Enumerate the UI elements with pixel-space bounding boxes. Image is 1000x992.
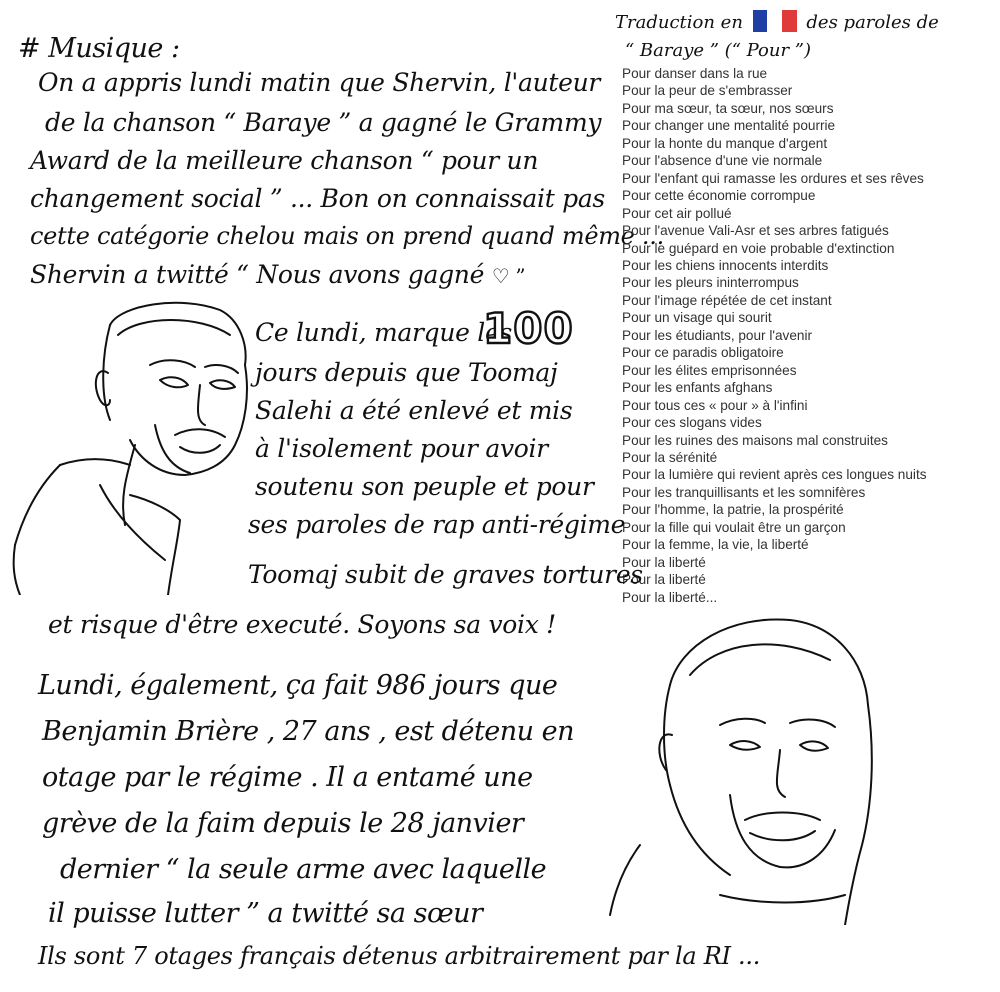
lyric-line: Pour la liberté bbox=[622, 554, 706, 570]
lyrics-title-part1: Traduction en bbox=[615, 12, 743, 33]
benjamin-line-3: otage par le régime . Il a entamé une bbox=[42, 762, 533, 793]
lyric-line: Pour tous ces « pour » à l'infini bbox=[622, 397, 808, 413]
toomaj-line-3: Salehi a été enlevé et mis bbox=[255, 396, 573, 425]
lyric-line: Pour l'image répétée de cet instant bbox=[622, 292, 832, 308]
lyric-line: Pour un visage qui sourit bbox=[622, 310, 772, 326]
benjamin-line-4: grève de la faim depuis le 28 janvier bbox=[42, 808, 524, 839]
toomaj-line-7: Toomaj subit de graves tortures bbox=[248, 560, 643, 589]
benjamin-line-1: Lundi, également, ça fait 986 jours que bbox=[38, 670, 558, 701]
flag-blue-stripe bbox=[753, 10, 768, 32]
intro-line-5: cette catégorie chelou mais on prend quand même ... bbox=[30, 222, 664, 250]
lyric-line: Pour les pleurs ininterrompus bbox=[622, 275, 799, 291]
benjamin-line-5: dernier “ la seule arme avec laquelle bbox=[60, 854, 547, 885]
benjamin-line-7: Ils sont 7 otages français détenus arbitrairement par la RI ... bbox=[38, 942, 761, 970]
toomaj-line-5: soutenu son peuple et pour bbox=[255, 472, 594, 501]
lyrics-list bbox=[622, 65, 927, 606]
lyric-line: Pour l'homme, la patrie, la prospérité bbox=[622, 502, 844, 518]
toomaj-line-4: à l'isolement pour avoir bbox=[255, 434, 548, 463]
lyric-line: Pour l'absence d'une vie normale bbox=[622, 153, 823, 169]
lyric-line: Pour la liberté bbox=[622, 572, 706, 588]
flag-red-stripe bbox=[782, 10, 797, 32]
intro-line-6-text: Shervin a twitté “ Nous avons gagné bbox=[30, 260, 485, 289]
lyrics-title-part2: des paroles de bbox=[806, 12, 939, 33]
lyric-line: Pour la liberté... bbox=[622, 589, 718, 605]
lyric-line: Pour ces slogans vides bbox=[622, 415, 762, 431]
toomaj-line-8: et risque d'être executé. Soyons sa voix ! bbox=[48, 610, 556, 639]
lyric-line: Pour la fille qui voulait être un garçon bbox=[622, 519, 846, 535]
lyric-line: Pour les enfants afghans bbox=[622, 380, 773, 396]
flag-white-stripe bbox=[767, 10, 782, 32]
lyric-line: Pour les élites emprisonnées bbox=[622, 362, 797, 378]
lyric-line: Pour ce paradis obligatoire bbox=[622, 345, 784, 361]
intro-line-3: Award de la meilleure chanson “ pour un bbox=[30, 146, 539, 175]
benjamin-line-6: il puisse lutter ” a twitté sa sœur bbox=[48, 898, 483, 929]
toomaj-line-1: Ce lundi, marque les bbox=[255, 318, 512, 347]
lyric-line: Pour les chiens innocents interdits bbox=[622, 257, 829, 273]
intro-heading: # Musique : bbox=[18, 33, 180, 64]
lyric-line: Pour les ruines des maisons mal construites bbox=[622, 432, 888, 448]
intro-line-2: de la chanson “ Baraye ” a gagné le Grammy bbox=[45, 108, 602, 137]
count-100: 100 bbox=[483, 304, 574, 353]
toomaj-portrait-drawing bbox=[0, 295, 250, 595]
toomaj-line-2: jours depuis que Toomaj bbox=[255, 358, 558, 387]
lyric-line: Pour cette économie corrompue bbox=[622, 188, 816, 204]
lyric-line: Pour l'avenue Vali-Asr et ses arbres fatigués bbox=[622, 223, 889, 239]
lyric-line: Pour le guépard en voie probable d'extinction bbox=[622, 240, 895, 256]
lyric-line: Pour changer une mentalité pourrie bbox=[622, 118, 836, 134]
lyric-line: Pour la sérénité bbox=[622, 449, 718, 465]
lyric-line: Pour la femme, la vie, la liberté bbox=[622, 537, 809, 553]
benjamin-line-2: Benjamin Brière , 27 ans , est détenu en bbox=[42, 716, 574, 747]
intro-line-4: changement social ” ... Bon on connaissait pas bbox=[30, 184, 605, 213]
lyric-line: Pour cet air pollué bbox=[622, 205, 732, 221]
lyrics-subtitle: “ Baraye ” (“ Pour ”) bbox=[625, 40, 811, 61]
lyric-line: Pour la lumière qui revient après ces longues nuits bbox=[622, 467, 927, 483]
toomaj-line-6: ses paroles de rap anti-régime bbox=[248, 510, 626, 539]
intro-line-1: On a appris lundi matin que Shervin, l'auteur bbox=[38, 68, 601, 97]
lyric-line: Pour danser dans la rue bbox=[622, 66, 768, 81]
lyric-line: Pour la honte du manque d'argent bbox=[622, 135, 828, 151]
benjamin-portrait-drawing bbox=[600, 605, 900, 925]
lyric-line: Pour l'enfant qui ramasse les ordures et ses rêves bbox=[622, 170, 924, 186]
lyric-line: Pour les étudiants, pour l'avenir bbox=[622, 327, 812, 343]
lyric-line: Pour ma sœur, ta sœur, nos sœurs bbox=[622, 100, 834, 116]
lyric-line: Pour la peur de s'embrasser bbox=[622, 83, 793, 99]
lyrics-title bbox=[615, 10, 939, 33]
heart-icon: ♡ ” bbox=[491, 264, 526, 288]
intro-line-6 bbox=[30, 262, 525, 287]
lyric-line: Pour les tranquillisants et les somnifères bbox=[622, 484, 866, 500]
french-flag-icon bbox=[753, 10, 797, 32]
